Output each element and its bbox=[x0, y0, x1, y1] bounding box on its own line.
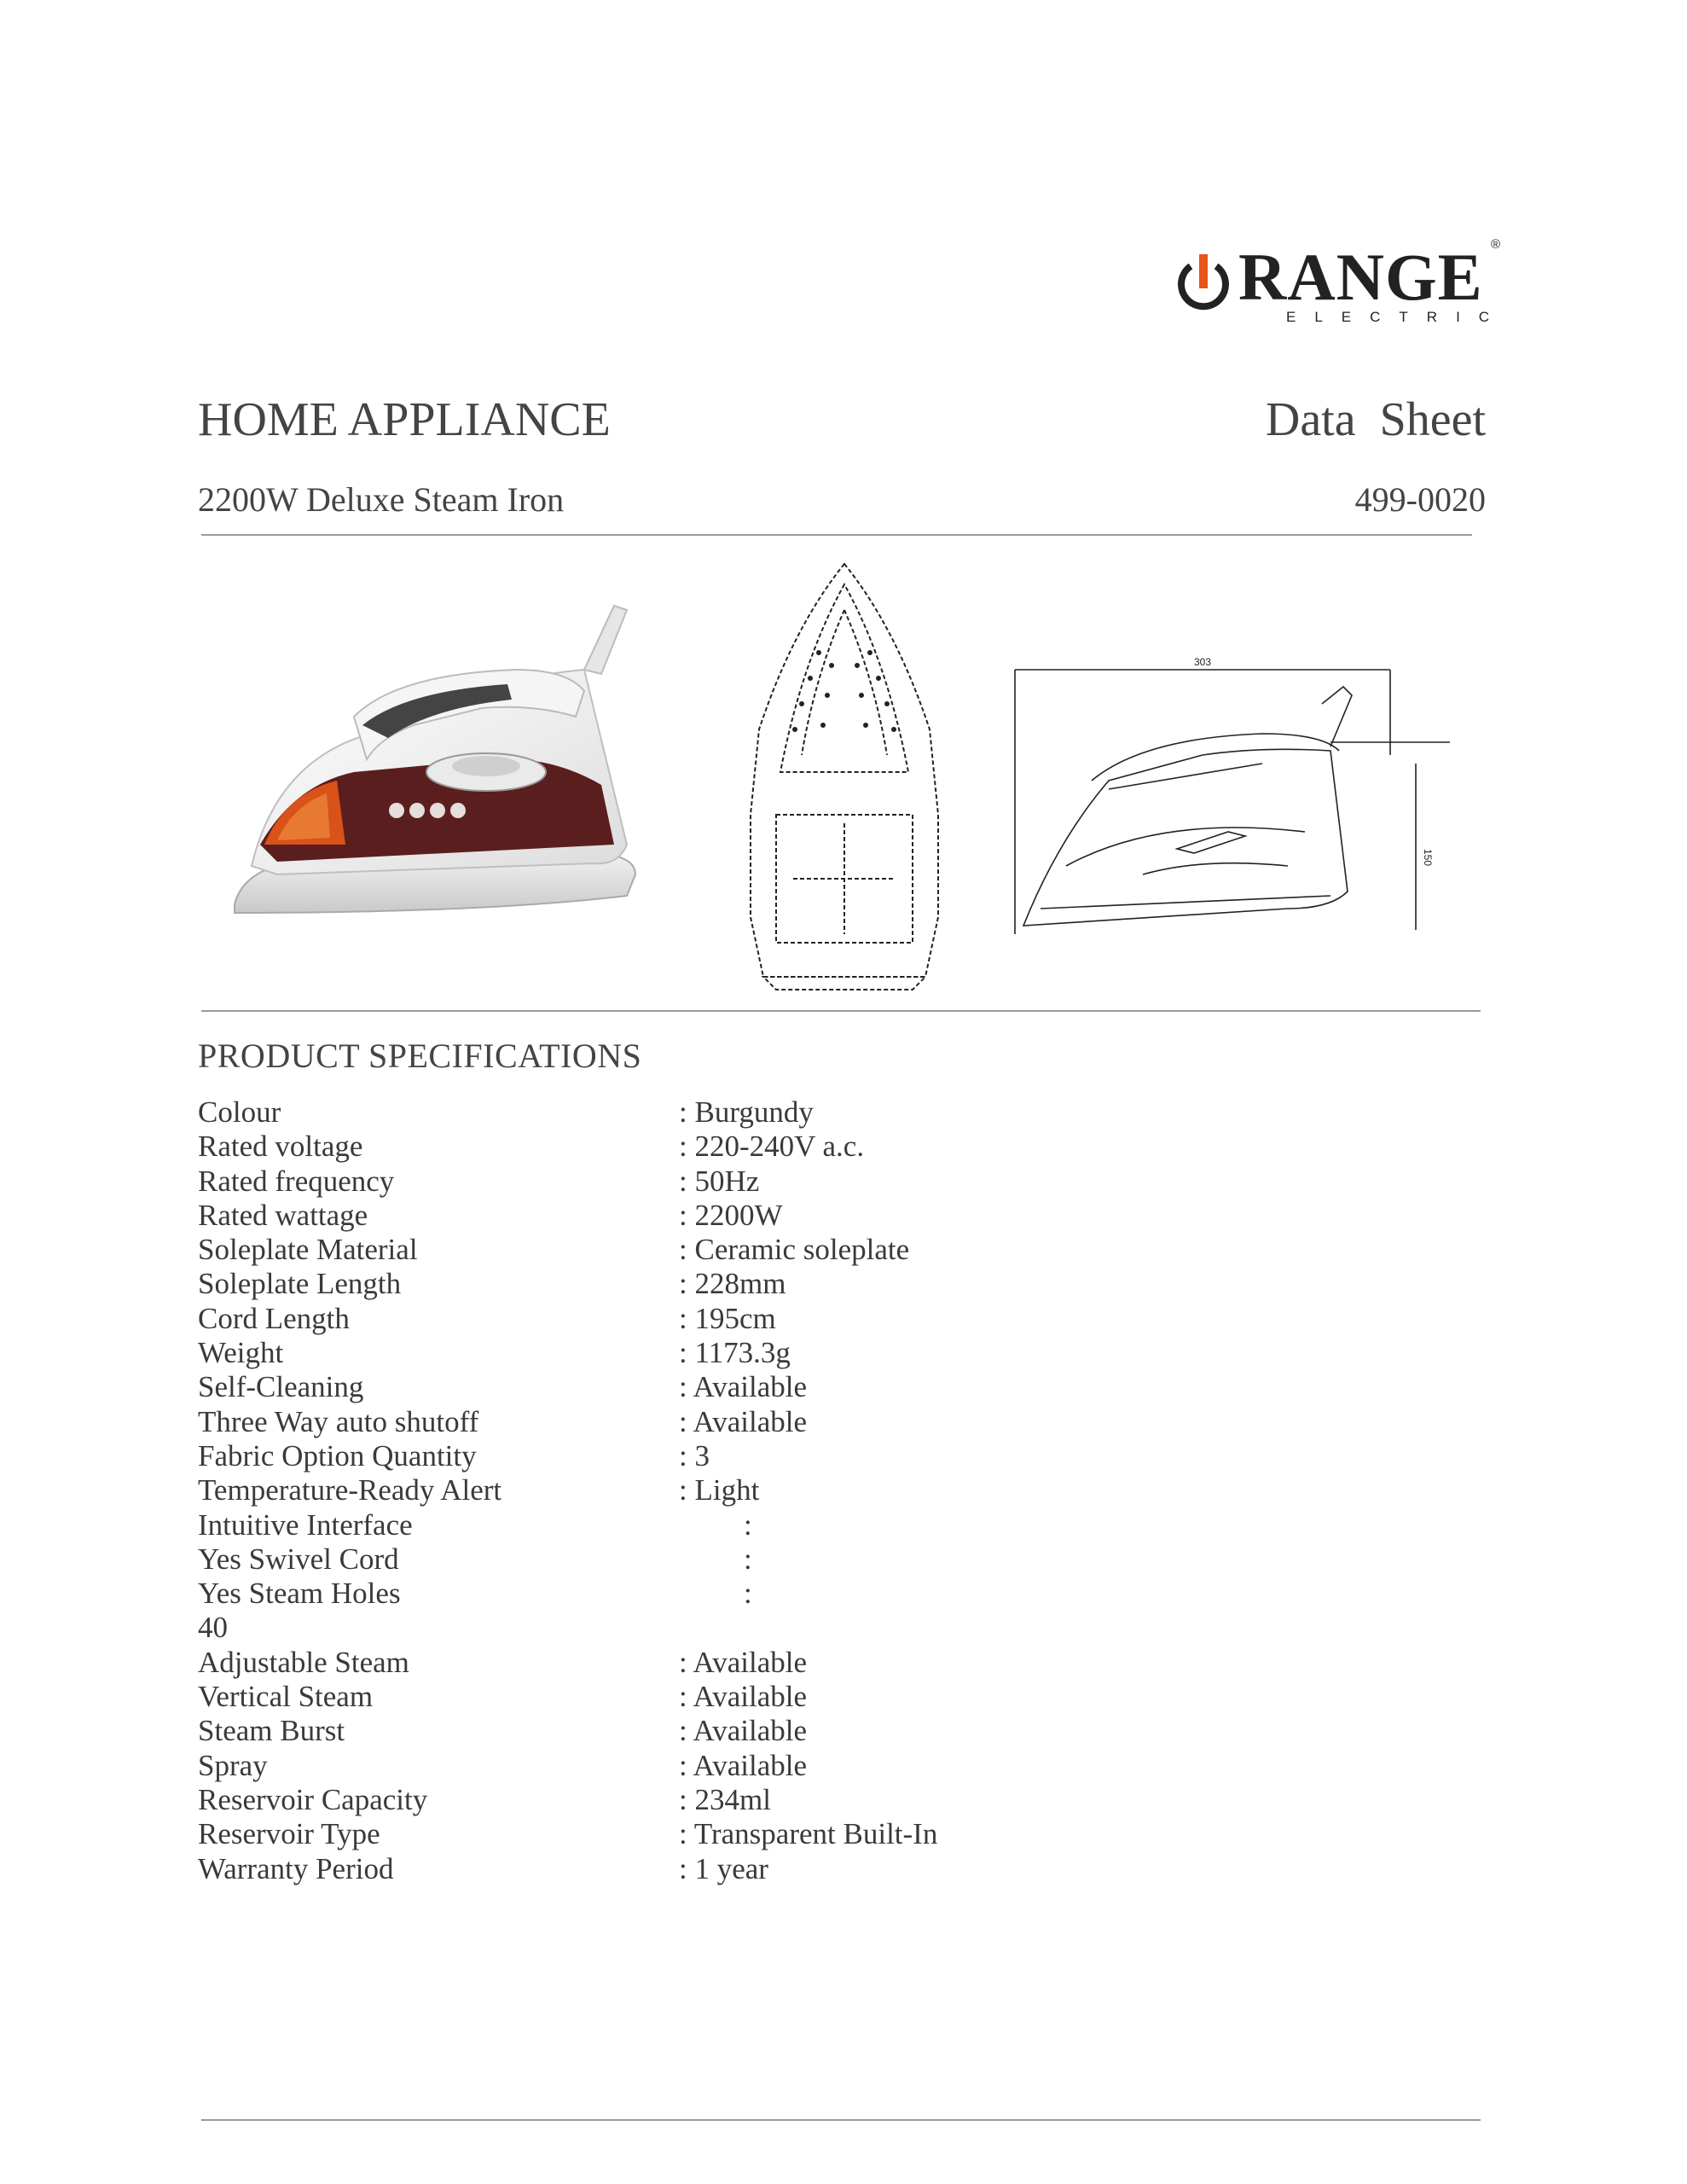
spec-label: Spray bbox=[198, 1748, 268, 1782]
spec-row bbox=[198, 1817, 1392, 1851]
spec-value: : 2200W bbox=[679, 1198, 783, 1232]
spec-value: : bbox=[744, 1577, 752, 1611]
spec-label: Yes Swivel Cord bbox=[198, 1542, 399, 1576]
spec-row bbox=[198, 1165, 1392, 1199]
spec-label: Rated voltage bbox=[198, 1130, 363, 1164]
spec-label: Steam Burst bbox=[198, 1714, 345, 1748]
spec-value: : Available bbox=[679, 1680, 807, 1714]
spec-row bbox=[198, 1714, 1392, 1748]
spec-label: Temperature-Ready Alert bbox=[198, 1473, 502, 1507]
spec-value: : Light bbox=[679, 1473, 760, 1507]
spec-label: Fabric Option Quantity bbox=[198, 1438, 477, 1472]
spec-value: : 234ml bbox=[679, 1782, 771, 1816]
spec-label: Reservoir Capacity bbox=[198, 1782, 428, 1816]
document-type-title: Data Sheet bbox=[1265, 393, 1486, 446]
spec-row bbox=[198, 1439, 1392, 1473]
spec-row bbox=[198, 1646, 1392, 1680]
footer-divider bbox=[201, 2119, 1481, 2121]
spec-row bbox=[198, 1473, 1392, 1507]
spec-row bbox=[198, 1611, 1392, 1645]
side-dim-top: 303 bbox=[1194, 656, 1212, 668]
spec-row bbox=[198, 1749, 1392, 1783]
spec-row bbox=[198, 1302, 1392, 1336]
header-divider bbox=[201, 534, 1472, 536]
spec-value: : Available bbox=[679, 1404, 807, 1438]
spec-label: Cord Length bbox=[198, 1301, 350, 1335]
spec-value: : bbox=[744, 1507, 752, 1542]
iron-top-view-drawing bbox=[742, 559, 947, 994]
spec-label: Weight bbox=[198, 1336, 284, 1370]
spec-row bbox=[198, 1095, 1392, 1130]
spec-label: Warranty Period bbox=[198, 1851, 394, 1885]
product-code: 499-0020 bbox=[1354, 480, 1486, 519]
spec-row bbox=[198, 1233, 1392, 1267]
spec-label: 40 bbox=[198, 1611, 228, 1645]
spec-value: : 220-240V a.c. bbox=[679, 1130, 865, 1164]
spec-label: Intuitive Interface bbox=[198, 1507, 413, 1542]
spec-value: : Ceramic soleplate bbox=[679, 1233, 910, 1267]
spec-row bbox=[198, 1199, 1392, 1233]
brand-name: RANGE bbox=[1238, 240, 1483, 314]
spec-heading: PRODUCT SPECIFICATIONS bbox=[198, 1037, 642, 1075]
product-name: 2200W Deluxe Steam Iron bbox=[198, 480, 565, 519]
brand-subtitle: ELECTRIC bbox=[1286, 309, 1509, 325]
spec-value: : Available bbox=[679, 1645, 807, 1679]
spec-row bbox=[198, 1370, 1392, 1404]
spec-label: Rated wattage bbox=[198, 1198, 368, 1232]
spec-row bbox=[198, 1577, 1392, 1611]
spec-value: : 3 bbox=[679, 1438, 710, 1472]
spec-value: : 50Hz bbox=[679, 1164, 760, 1198]
spec-list bbox=[198, 1095, 1392, 1886]
spec-value: : 228mm bbox=[679, 1267, 786, 1301]
registered-mark: ® bbox=[1491, 237, 1501, 252]
power-icon bbox=[1177, 247, 1230, 316]
spec-row bbox=[198, 1336, 1392, 1370]
brand-logo bbox=[1177, 237, 1509, 331]
spec-label: Yes Steam Holes bbox=[198, 1577, 401, 1611]
spec-value: : bbox=[744, 1542, 752, 1576]
spec-value: : Available bbox=[679, 1748, 807, 1782]
category-title: HOME APPLIANCE bbox=[198, 393, 611, 446]
spec-value: : Burgundy bbox=[679, 1095, 814, 1129]
iron-product-photo bbox=[226, 589, 721, 947]
spec-row bbox=[198, 1783, 1392, 1817]
spec-row bbox=[198, 1852, 1392, 1886]
spec-label: Adjustable Steam bbox=[198, 1645, 409, 1679]
spec-row bbox=[198, 1508, 1392, 1542]
spec-label: Rated frequency bbox=[198, 1164, 395, 1198]
spec-label: Colour bbox=[198, 1095, 281, 1129]
spec-value: : Available bbox=[679, 1714, 807, 1748]
spec-row bbox=[198, 1267, 1392, 1301]
image-divider bbox=[201, 1010, 1481, 1012]
spec-label: Self-Cleaning bbox=[198, 1370, 364, 1404]
spec-label: Soleplate Length bbox=[198, 1267, 402, 1301]
spec-row bbox=[198, 1405, 1392, 1439]
spec-value: : Transparent Built-In bbox=[679, 1817, 938, 1851]
spec-label: Three Way auto shutoff bbox=[198, 1404, 479, 1438]
side-dim-right: 150 bbox=[1422, 849, 1434, 867]
spec-value: : 1 year bbox=[679, 1851, 768, 1885]
spec-label: Reservoir Type bbox=[198, 1817, 380, 1851]
spec-value: : 195cm bbox=[679, 1301, 776, 1335]
spec-label: Vertical Steam bbox=[198, 1680, 374, 1714]
spec-value: : 1173.3g bbox=[679, 1336, 791, 1370]
spec-row bbox=[198, 1130, 1392, 1164]
iron-side-view-drawing bbox=[1006, 653, 1484, 943]
spec-row bbox=[198, 1542, 1392, 1577]
spec-value: : Available bbox=[679, 1370, 807, 1404]
spec-label: Soleplate Material bbox=[198, 1233, 418, 1267]
spec-row bbox=[198, 1680, 1392, 1714]
